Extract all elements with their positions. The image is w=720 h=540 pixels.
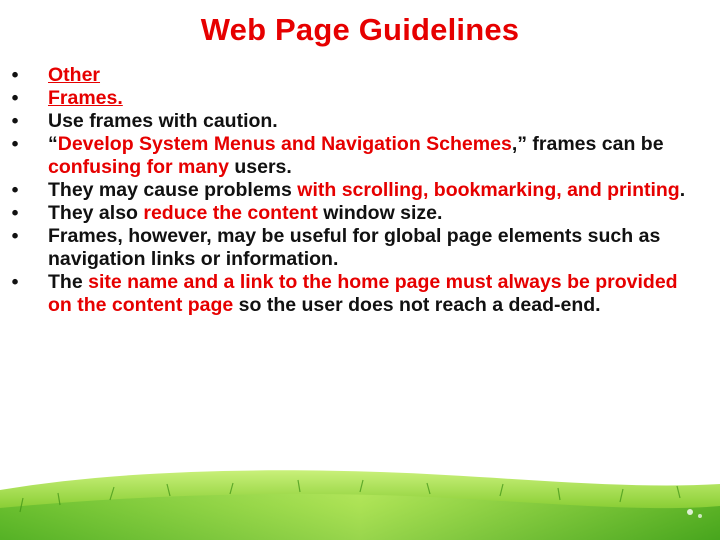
bullet-text: Use frames with caution. [48,110,278,132]
bullet-list [8,64,698,317]
highlighted-text: confusing for many [48,156,229,178]
bullet-marker: • [11,133,19,155]
bullet-marker: • [11,64,19,86]
bullet-text: They also [48,202,144,224]
bullet-text: They may cause problems [48,179,298,201]
bullet-text: . [679,179,686,201]
bullet-item [8,271,698,317]
slide-title: Web Page Guidelines [200,12,520,47]
bullet-link[interactable]: Other [48,64,101,86]
highlighted-text: Develop System Menus and Navigation Schemes [57,133,512,155]
bullet-text: so the user does not reach a dead-end. [233,294,601,316]
highlighted-text: with scrolling, bookmarking, and printing [297,179,680,201]
bullet-marker: • [11,225,19,247]
highlighted-text: reduce the content [143,202,318,224]
bullet-text: ,” frames can be [511,133,664,155]
bullet-item [8,87,698,110]
bullet-text: Frames, however, may be useful for global page elements such as navigation links or information. [48,225,661,270]
bullet-item [8,202,698,225]
highlighted-text: site name and a link to the home page must always be provided on the content page [48,271,678,316]
bullet-item [8,64,698,87]
bullet-marker: • [11,87,19,109]
bullet-item [8,110,698,133]
bullet-marker: • [11,271,19,293]
bullet-marker: • [11,179,19,201]
grass-decoration [0,450,720,540]
bullet-marker: • [11,202,19,224]
bullet-item [8,133,698,179]
bullet-item [8,179,698,202]
bullet-text: “ [48,133,58,155]
bullet-text: users. [228,156,292,178]
bullet-item [8,225,698,271]
bullet-text: window size. [317,202,443,224]
bullet-link[interactable]: Frames. [48,87,123,109]
bullet-text: The [48,271,89,293]
bullet-marker: • [11,110,19,132]
